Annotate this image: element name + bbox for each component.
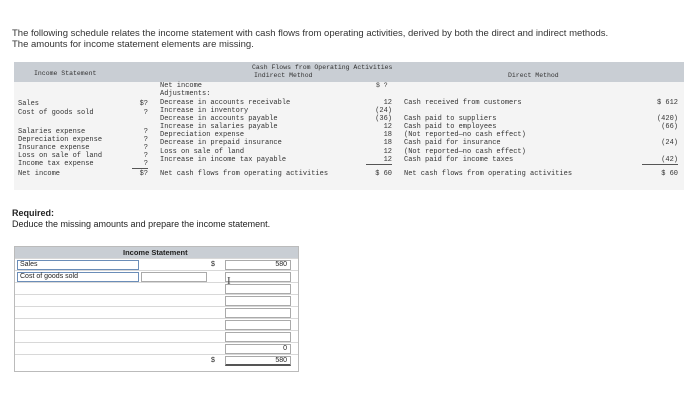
is-row-label: Sales bbox=[18, 100, 40, 108]
row-amount-input[interactable] bbox=[225, 332, 291, 342]
is-row-value: ? bbox=[132, 160, 148, 169]
row-amount-input[interactable] bbox=[225, 308, 291, 318]
is-row-value: ? bbox=[143, 136, 148, 144]
deduce-instruction: Deduce the missing amounts and prepare the income statement. bbox=[12, 219, 271, 229]
direct-row-value: (42) bbox=[642, 156, 678, 165]
direct-row-value: (24) bbox=[661, 139, 678, 147]
indirect-row-label: Increase in salaries payable bbox=[160, 123, 278, 131]
sales-label-input[interactable]: Sales bbox=[17, 260, 139, 270]
direct-row-value: $ 612 bbox=[656, 99, 678, 107]
direct-row-label: (Not reported—no cash effect) bbox=[404, 131, 526, 139]
indirect-row-label: Decrease in prepaid insurance bbox=[160, 139, 282, 147]
is-row-label: Depreciation expense bbox=[18, 136, 103, 144]
cogs-label-input[interactable]: Cost of goods sold bbox=[17, 272, 139, 282]
indirect-row-value: (36) bbox=[375, 115, 392, 123]
indirect-row-label: Decrease in accounts payable bbox=[160, 115, 278, 123]
is-row-value: ? bbox=[143, 128, 148, 136]
indirect-row-value: 12 bbox=[383, 123, 392, 131]
form-row bbox=[15, 342, 298, 354]
form-row bbox=[15, 258, 298, 270]
is-row-label: Salaries expense bbox=[18, 128, 86, 136]
is-row-label: Income tax expense bbox=[18, 160, 94, 168]
dollar-sign: $ bbox=[211, 357, 215, 364]
form-row bbox=[15, 306, 298, 318]
indirect-row-label: Decrease in accounts receivable bbox=[160, 99, 291, 107]
is-row-label: Insurance expense bbox=[18, 144, 90, 152]
cash-flows-header: Cash Flows from Operating Activities bbox=[252, 64, 393, 71]
indirect-row-label: Adjustments: bbox=[160, 90, 211, 98]
indirect-row-value: $ 60 bbox=[375, 170, 392, 178]
indirect-row-value: 18 bbox=[383, 131, 392, 139]
form-row bbox=[15, 354, 298, 366]
direct-row-label: (Not reported—no cash effect) bbox=[404, 148, 526, 156]
indirect-method-header: Indirect Method bbox=[254, 72, 313, 79]
schedule-panel bbox=[14, 62, 684, 190]
direct-method-header: Direct Method bbox=[508, 72, 559, 79]
subtotal-amount-input[interactable]: 0 bbox=[225, 344, 291, 354]
is-row-label: Loss on sale of land bbox=[18, 152, 103, 160]
indirect-row-label: Increase in inventory bbox=[160, 107, 249, 115]
direct-row-value: (66) bbox=[661, 123, 678, 131]
direct-row-label: Cash paid to suppliers bbox=[404, 115, 497, 123]
indirect-row-label: Loss on sale of land bbox=[160, 148, 245, 156]
direct-row-value: (420) bbox=[656, 115, 678, 123]
cogs-amount-input[interactable] bbox=[141, 272, 207, 282]
sales-amount-input[interactable]: 580 bbox=[225, 260, 291, 270]
is-row-value: ? bbox=[143, 144, 148, 152]
net-income-amount-input[interactable]: 580 bbox=[225, 356, 291, 366]
indirect-row-label: Increase in income tax payable bbox=[160, 156, 287, 164]
indirect-row-label: Net cash flows from operating activities bbox=[160, 170, 329, 178]
indirect-row-value: 12 bbox=[366, 156, 392, 165]
is-row-label: Net income bbox=[18, 170, 61, 178]
cogs-total-input[interactable] bbox=[225, 272, 291, 282]
indirect-row-value: 12 bbox=[383, 148, 392, 156]
form-row bbox=[15, 330, 298, 342]
income-statement-form bbox=[14, 246, 299, 372]
form-row bbox=[15, 318, 298, 330]
income-statement-header: Income Statement bbox=[34, 70, 97, 77]
required-heading: Required: bbox=[12, 208, 55, 218]
form-row bbox=[15, 294, 298, 306]
indirect-row-value: 18 bbox=[383, 139, 392, 147]
is-row-label: Cost of goods sold bbox=[18, 109, 94, 117]
direct-row-label: Net cash flows from operating activities bbox=[404, 170, 573, 178]
is-row-value: $? bbox=[139, 100, 148, 108]
form-row bbox=[15, 270, 298, 282]
is-row-value: ? bbox=[143, 109, 148, 117]
text-cursor-icon: I bbox=[227, 275, 231, 287]
intro-text: The following schedule relates the income statement with cash flows from operating activities, derived by both the direct and indirect methods. The amounts for income statement elements are missing. bbox=[12, 28, 609, 50]
is-row-value: $? bbox=[139, 170, 148, 178]
direct-row-value: $ 60 bbox=[661, 170, 678, 178]
income-statement-title-bar bbox=[15, 247, 298, 258]
indirect-row-label: Depreciation expense bbox=[160, 131, 245, 139]
indirect-top-value: $ ? bbox=[376, 82, 388, 89]
row-amount-input[interactable] bbox=[225, 296, 291, 306]
row-amount-input[interactable] bbox=[225, 320, 291, 330]
direct-row-label: Cash received from customers bbox=[404, 99, 522, 107]
form-row bbox=[15, 282, 298, 294]
indirect-row-value: 12 bbox=[383, 99, 392, 107]
direct-row-label: Cash paid for insurance bbox=[404, 139, 501, 147]
direct-row-label: Cash paid for income taxes bbox=[404, 156, 514, 164]
is-row-value: ? bbox=[143, 152, 148, 160]
dollar-sign: $ bbox=[211, 261, 215, 268]
row-amount-input[interactable] bbox=[225, 284, 291, 294]
indirect-row-label: Net income bbox=[160, 82, 203, 90]
income-statement-title: Income Statement bbox=[123, 248, 188, 257]
indirect-row-value: (24) bbox=[375, 107, 392, 115]
direct-row-label: Cash paid to employees bbox=[404, 123, 497, 131]
